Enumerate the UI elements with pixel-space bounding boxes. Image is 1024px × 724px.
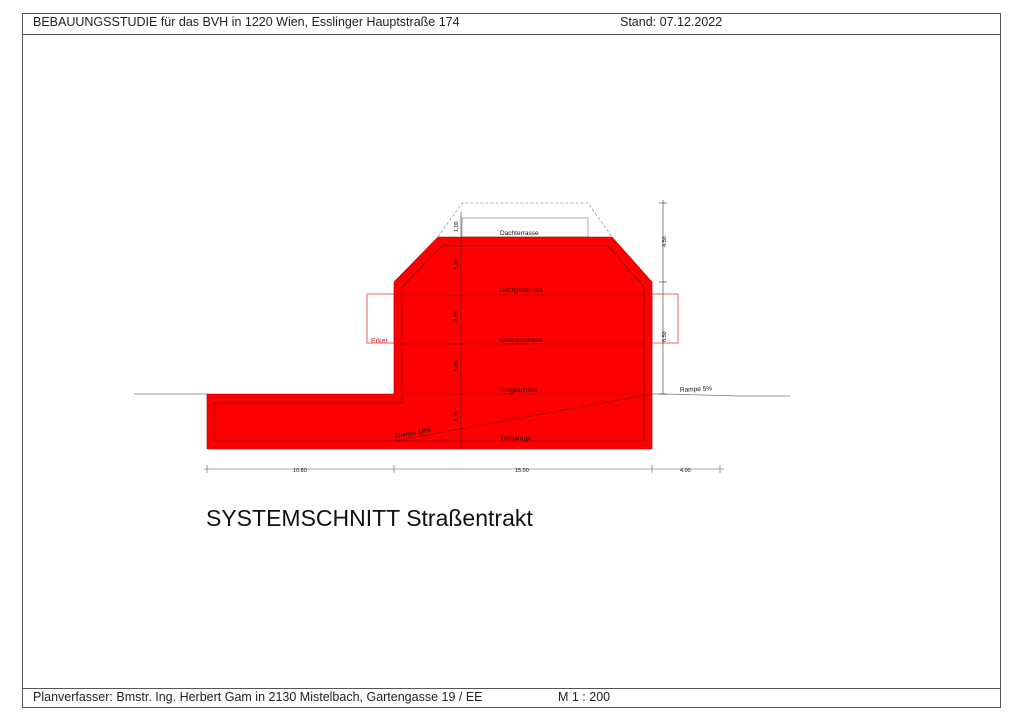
dim-height-1: 1.00 [454,221,460,232]
label-erdgeschoss: Erdgeschoss [500,387,538,394]
dim-width-3: 4.00 [680,468,691,474]
footer-scale: M 1 : 200 [558,690,611,704]
ground-line-right [652,394,790,396]
dim-width-2: 15.00 [515,468,529,474]
footer-planner: Planverfasser: Bmstr. Ing. Herbert Gam in 2130 Mistelbach, Gartengasse 19 / EE [33,690,483,704]
label-ramp-inner: Rampe 18% [395,426,432,440]
label-obergeschoss: Obergeschoss [500,337,542,344]
dim-height-5: 2.75 [454,411,460,422]
label-tiefgarage: Tiefgarage [500,435,531,442]
dim-height-4: 3.00 [454,361,460,372]
dim-height-right-mid: 6.50 [662,331,668,342]
label-erker: Erker [371,338,388,345]
building-section-fill [207,237,652,449]
erker-left-outline [367,294,394,343]
dim-height-right-top: 4.50 [662,236,668,247]
label-dachgeschoss: Dachgeschoss [500,287,543,294]
drawing-title: SYSTEMSCHNITT Straßentrakt [206,505,533,531]
header-title: BEBAUUNGSSTUDIE für das BVH in 1220 Wien, Esslinger Hauptstraße 174 [33,15,460,29]
dim-height-2: 3.30 [454,259,460,270]
label-dachterrasse: Dachterrasse [500,230,539,237]
dim-width-1: 10.80 [293,468,307,474]
header-date: Stand: 07.12.2022 [620,15,723,29]
dim-height-3: 2.90 [454,311,460,322]
label-ramp-outer: Rampe 5% [679,385,713,394]
